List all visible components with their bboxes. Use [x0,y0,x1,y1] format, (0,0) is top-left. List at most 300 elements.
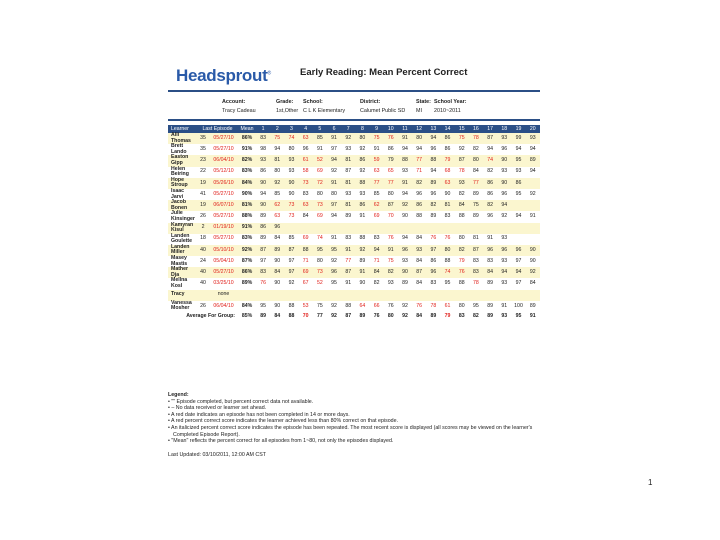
episode-score: 74 [483,155,497,166]
episode-score: 73 [313,200,327,211]
episode-score: 91 [327,234,341,245]
episode-score: 78 [469,278,483,289]
episode-score: 91 [355,211,369,222]
header-rule-top [168,90,540,92]
episode-score: 70 [384,211,398,222]
episode-score: 93 [355,189,369,200]
episode-score: 63 [370,167,384,178]
col-header-ep: 6 [327,125,341,133]
account-value: Tracy Cadeau [222,108,256,114]
last-episode-number: 41 [197,189,209,200]
episode-score: 52 [313,155,327,166]
legend-item: • – No data received or learner set ahead. [168,405,267,412]
episode-score: 92 [355,245,369,256]
episode-score: 84 [412,234,426,245]
episode-score: 91 [497,301,511,312]
last-episode-date: 06/07/10 [209,200,238,211]
episode-score: 90 [284,189,298,200]
episode-score: 88 [426,155,440,166]
episode-score: 89 [469,189,483,200]
mean-score: 83% [238,234,256,245]
col-header-learner: Learner [168,125,197,133]
episode-score: 74 [313,234,327,245]
header-rule-bottom [168,119,540,121]
episode-score: 87 [341,267,355,278]
col-header-mean: Mean [238,125,256,133]
table-row [168,301,540,312]
episode-score: 75 [455,133,469,144]
mean-score: 84% [238,178,256,189]
episode-score: 88 [412,211,426,222]
episode-score: 95 [313,245,327,256]
learner-name: Mellna Kosl [168,278,197,289]
legend-item: • An italicized percent correct score indicates the episode has been repeated. The most recent score is displayed (all scores may be viewed on the learner's [168,424,533,431]
episode-score [497,290,511,301]
col-header-ep: 18 [497,125,511,133]
average-score: 70 [299,312,313,321]
last-episode-number: 18 [197,234,209,245]
episode-score: 93 [398,256,412,267]
episode-score: 97 [511,278,525,289]
info-district [360,98,405,116]
average-score: 89 [355,312,369,321]
learner-name: Landen Miller [168,245,197,256]
episode-score: 99 [511,133,525,144]
last-episode-number: 35 [197,144,209,155]
episode-score: 90 [270,278,284,289]
mean-score: 83% [238,167,256,178]
episode-score: 79 [384,155,398,166]
episode-score [526,200,540,211]
episode-score: 95 [327,245,341,256]
average-score: 80 [384,312,398,321]
episode-score: 82 [483,200,497,211]
last-updated: Last Updated: 03/10/2011, 12:00 AM CST [168,452,266,458]
episode-score: 90 [497,178,511,189]
episode-score: 97 [511,256,525,267]
average-score: 82 [469,312,483,321]
episode-score: 94 [483,144,497,155]
col-header-ep: 12 [412,125,426,133]
episode-score: 97 [327,144,341,155]
episode-score: 89 [426,178,440,189]
episode-score: 91 [398,133,412,144]
episode-score [412,290,426,301]
episode-score: 75 [370,133,384,144]
episode-score: 93 [256,155,270,166]
episode-score: 71 [412,167,426,178]
episode-score: 92 [270,178,284,189]
episode-score: 86 [426,256,440,267]
episode-score [384,223,398,234]
episode-score [270,290,284,301]
episode-score: 90 [270,256,284,267]
episode-score: 80 [455,301,469,312]
episode-score: 87 [483,133,497,144]
episode-score: 72 [313,178,327,189]
episode-score: 81 [270,155,284,166]
episode-score: 62 [370,200,384,211]
episode-score: 87 [455,155,469,166]
episode-score: 66 [370,301,384,312]
episode-score: 89 [341,211,355,222]
episode-score [511,200,525,211]
episode-score: 95 [511,155,525,166]
average-score: 92 [398,312,412,321]
learner-name: Tracy [168,290,197,301]
average-label: Average For Group: [168,312,238,321]
last-episode-date: 05/27/10 [209,189,238,200]
school-value: C L K Elementary [303,108,346,114]
learner-name: Helen Beiring [168,167,197,178]
episode-score: 94 [526,144,540,155]
mean-score: 89% [238,278,256,289]
episode-score: 92 [398,200,412,211]
episode-score: 94 [497,200,511,211]
col-header-ep: 19 [511,125,525,133]
episode-score: 89 [526,155,540,166]
episode-score: 94 [327,155,341,166]
episode-score: 71 [299,256,313,267]
episode-score: 91 [483,234,497,245]
episode-score: 84 [270,234,284,245]
mean-score: 86% [238,133,256,144]
table-row [168,278,540,289]
episode-score [511,223,525,234]
episode-score: 79 [455,256,469,267]
episode-score [426,223,440,234]
episode-score [341,223,355,234]
learner-name: Julie Kinsinger [168,211,197,222]
last-episode-date: 05/04/10 [209,256,238,267]
episode-score: 73 [299,178,313,189]
episode-score: 93 [384,278,398,289]
episode-score: 86 [412,200,426,211]
episode-score: 84 [412,278,426,289]
episode-score [412,223,426,234]
episode-score: 88 [355,178,369,189]
episode-score [483,223,497,234]
episode-score: 92 [341,133,355,144]
last-episode-date: 05/27/10 [209,144,238,155]
legend-item: • A red date indicates an episode has not been completed in 14 or more days. [168,411,350,418]
logo-text: Headsprout [176,66,268,85]
page-number: 1 [648,478,653,487]
episode-score [440,223,454,234]
mean-score: 82% [238,155,256,166]
grade-label: Grade: [276,99,294,105]
episode-score: 94 [398,234,412,245]
episode-score: 100 [511,301,525,312]
episode-score: 96 [511,245,525,256]
episode-score: 94 [426,133,440,144]
episode-score: 90 [270,301,284,312]
episode-score: 84 [469,167,483,178]
mean-score: 90% [238,189,256,200]
legend-title: Legend: [168,392,189,398]
col-header-ep: 11 [398,125,412,133]
episode-score: 78 [426,301,440,312]
episode-score: 95 [327,278,341,289]
col-header-ep: 3 [284,125,298,133]
episode-score [299,290,313,301]
average-score: 84 [270,312,284,321]
table-row [168,167,540,178]
episode-score: 52 [313,278,327,289]
col-header-ep: 17 [483,125,497,133]
episode-score: 90 [256,200,270,211]
table-row [168,200,540,211]
episode-score: 69 [299,267,313,278]
average-score: 89 [483,312,497,321]
episode-score: 67 [299,278,313,289]
table-row [168,144,540,155]
average-score: 87 [341,312,355,321]
episode-score: 92 [455,144,469,155]
col-header-ep: 2 [270,125,284,133]
episode-score: 80 [440,245,454,256]
episode-score [384,290,398,301]
episode-score [483,290,497,301]
last-episode-date: 05/10/10 [209,245,238,256]
episode-score: 81 [440,200,454,211]
episode-score: 94 [426,167,440,178]
last-episode-number: 40 [197,278,209,289]
episode-score: 61 [299,155,313,166]
episode-score: 91 [384,245,398,256]
episode-score: 97 [256,256,270,267]
episode-score: 84 [370,267,384,278]
col-header-ep: 15 [455,125,469,133]
episode-score: 83 [426,278,440,289]
learner-name: Landen Goulette [168,234,197,245]
episode-score: 83 [440,211,454,222]
school-year-value: 2010~2011 [434,108,461,114]
grade-value: 1st,Other [276,108,299,114]
average-score: 79 [440,312,454,321]
episode-score: 82 [455,189,469,200]
mean-score [238,290,256,301]
state-value: MI [416,108,422,114]
episode-score: 93 [497,167,511,178]
episode-score: 73 [313,267,327,278]
episode-score [398,223,412,234]
col-header-ep: 9 [370,125,384,133]
episode-score [313,290,327,301]
episode-score: 69 [313,211,327,222]
episode-score [327,290,341,301]
episode-score: 88 [455,211,469,222]
episode-score [313,223,327,234]
table-row [168,133,540,144]
episode-score: 92 [327,256,341,267]
episode-score: 82 [412,178,426,189]
episode-score: 83 [483,256,497,267]
episode-score: 83 [341,234,355,245]
episode-score: 86 [355,155,369,166]
last-episode-date: 01/19/10 [209,223,238,234]
episode-score: 83 [370,234,384,245]
episode-score [497,223,511,234]
episode-score: 93 [497,256,511,267]
episode-score: 69 [299,234,313,245]
district-value: Calumet Public SD [360,108,406,114]
episode-score: 84 [483,267,497,278]
episode-score: 76 [455,267,469,278]
episode-score: 76 [384,133,398,144]
episode-score: 86 [384,144,398,155]
col-header-ep: 13 [426,125,440,133]
logo-trademark: ® [267,70,271,77]
mean-score: 88% [238,211,256,222]
episode-score: 93 [497,278,511,289]
episode-score: 94 [270,144,284,155]
mean-score: 92% [238,245,256,256]
episode-score: 95 [440,278,454,289]
last-episode-date: 05/26/10 [209,178,238,189]
episode-score: 90 [398,211,412,222]
episode-score: 80 [284,144,298,155]
episode-score: 95 [469,301,483,312]
last-episode-number: 40 [197,245,209,256]
col-header-ep: 8 [355,125,369,133]
episode-score: 80 [355,133,369,144]
table-row [168,256,540,267]
episode-score: 94 [412,144,426,155]
episode-score [355,223,369,234]
episode-score [469,223,483,234]
episode-score: 75 [270,133,284,144]
episode-score: 82 [426,200,440,211]
col-header-ep: 1 [256,125,270,133]
table-body [168,133,540,321]
last-episode-number: 40 [197,267,209,278]
episode-score: 78 [469,133,483,144]
episode-score: 82 [469,144,483,155]
episode-score: 68 [440,167,454,178]
episode-score [526,178,540,189]
episode-score: 86 [440,133,454,144]
last-episode-date: 03/25/10 [209,278,238,289]
episode-score [370,290,384,301]
info-school [303,98,345,116]
table-row [168,290,540,301]
episode-score: 96 [483,211,497,222]
episode-score: 76 [256,278,270,289]
episode-score: 91 [398,178,412,189]
episode-score: 80 [313,189,327,200]
learner-name: Isaac Jarvi [168,189,197,200]
last-episode-date: 05/27/10 [209,267,238,278]
last-episode-number: 2 [197,223,209,234]
episode-score: 96 [483,245,497,256]
episode-score: 93 [412,245,426,256]
episode-score: 90 [355,278,369,289]
episode-score: 93 [526,133,540,144]
episode-score: 76 [412,301,426,312]
episode-score: 93 [497,234,511,245]
average-score: 76 [370,312,384,321]
episode-score: 79 [440,155,454,166]
episode-score: 98 [256,144,270,155]
episode-score: 82 [483,167,497,178]
last-episode-date: 06/04/10 [209,155,238,166]
episode-score: 93 [398,167,412,178]
episode-score: 96 [412,189,426,200]
episode-score: 77 [341,256,355,267]
episode-score: 91 [341,245,355,256]
episode-score: 88 [299,245,313,256]
last-episode-number: 26 [197,211,209,222]
episode-score: 91 [327,178,341,189]
learner-name: Alli Thomas [168,133,197,144]
episode-score: 88 [440,256,454,267]
episode-score: 81 [341,178,355,189]
episode-score: 97 [284,267,298,278]
episode-score [299,223,313,234]
episode-score: 91 [370,144,384,155]
episode-score: 63 [299,133,313,144]
episode-score: 94 [497,267,511,278]
episode-score [355,290,369,301]
episode-score: 89 [426,211,440,222]
episode-score: 76 [440,234,454,245]
episode-score: 91 [327,133,341,144]
episode-score: 80 [412,133,426,144]
average-score: 95 [511,312,525,321]
episode-score [398,290,412,301]
episode-score: 92 [327,167,341,178]
average-score: 92 [327,312,341,321]
episode-score: 86 [355,200,369,211]
info-state [416,98,431,116]
episode-score: 89 [398,278,412,289]
episode-score: 75 [469,200,483,211]
episode-score: 96 [497,189,511,200]
last-episode-number: 24 [197,256,209,267]
episode-score: 80 [313,256,327,267]
episode-score: 87 [341,167,355,178]
episode-score: 80 [327,189,341,200]
episode-score [511,234,525,245]
episode-score: 92 [398,301,412,312]
episode-score: 76 [426,234,440,245]
state-label: State: [416,99,431,105]
learner-name: Easton Gipp [168,155,197,166]
col-header-ep: 10 [384,125,398,133]
last-episode-number: 19 [197,200,209,211]
episode-score: 94 [511,267,525,278]
episode-score: 87 [256,245,270,256]
episode-score: 93 [284,155,298,166]
episode-score: 85 [313,133,327,144]
last-episode-number: 22 [197,167,209,178]
episode-score [284,223,298,234]
episode-score: 94 [398,189,412,200]
table-row [168,223,540,234]
episode-score: 94 [327,211,341,222]
episode-score: 88 [341,301,355,312]
episode-score: 77 [384,178,398,189]
episode-score: 91 [341,278,355,289]
episode-score: 86 [483,189,497,200]
episode-score: 90 [497,155,511,166]
col-header-last-episode: Last Episode [197,125,238,133]
episode-score [526,234,540,245]
col-header-ep: 7 [341,125,355,133]
episode-score: 75 [313,301,327,312]
episode-score: 96 [426,189,440,200]
